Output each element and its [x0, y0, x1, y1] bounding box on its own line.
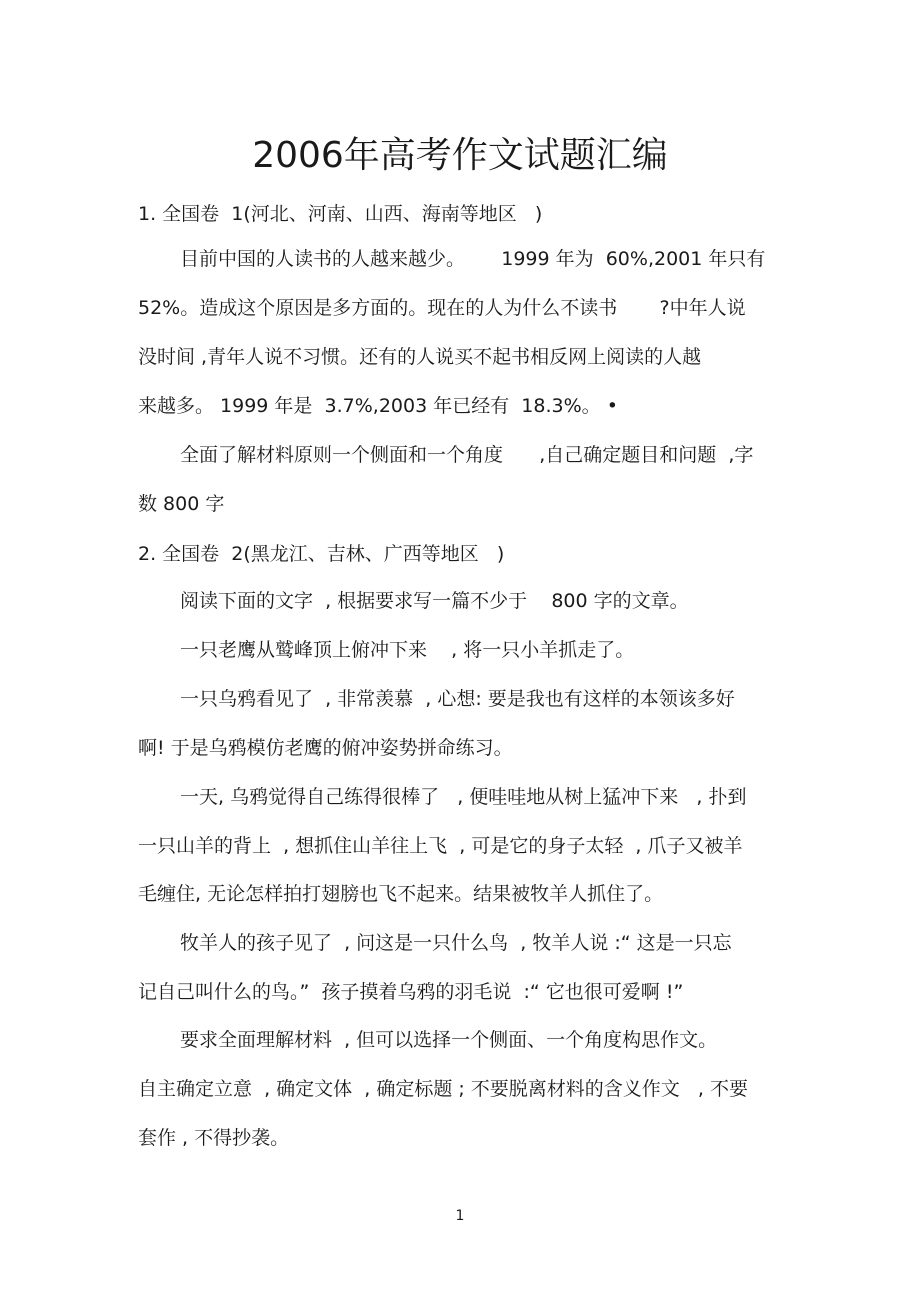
paragraph-line: 目前中国的人读书的人越来越少。 1999 年为 60%,2001 年只有 [180, 248, 766, 270]
paragraph-line: 52%。造成这个原因是多方面的。现在的人为什么不读书 ?中年人说 [138, 297, 746, 319]
paragraph-line: 一只老鹰从鹫峰顶上俯冲下来 , 将一只小羊抓走了。 [180, 639, 635, 661]
page-number: 1 [455, 1208, 465, 1224]
paragraph-line: 来越多。 1999 年是 3.7%,2003 年已经有 18.3%。 • [138, 395, 618, 417]
paragraph-line: 要求全面理解材料 , 但可以选择一个侧面、一个角度构思作文。 [180, 1029, 718, 1051]
paragraph-line: 记自己叫什么的鸟。” 孩子摸着乌鸦的羽毛说 :“ 它也很可爱啊 !” [138, 981, 684, 1003]
paragraph-line: 数 800 字 [138, 493, 225, 515]
section-1-heading: 1. 全国卷 1(河北、河南、山西、海南等地区 ) [138, 203, 543, 225]
paragraph-line: 啊! 于是乌鸦模仿老鹰的俯冲姿势拼命练习。 [138, 737, 513, 759]
paragraph-line: 一只山羊的背上 , 想抓住山羊往上飞 , 可是它的身子太轻 , 爪子又被羊 [138, 835, 743, 857]
section-2-heading: 2. 全国卷 2(黑龙江、吉林、广西等地区 ) [138, 543, 505, 565]
paragraph-line: 没时间 ,青年人说不习惯。还有的人说买不起书相反网上阅读的人越 [138, 346, 702, 368]
paragraph-line: 阅读下面的文字 , 根据要求写一篇不少于 800 字的文章。 [180, 590, 689, 612]
paragraph-line: 一天, 乌鸦觉得自己练得很棒了 , 便哇哇地从树上猛冲下来 , 扑到 [180, 786, 747, 808]
paragraph-line: 套作 , 不得抄袭。 [138, 1127, 290, 1149]
paragraph-line: 毛缠住, 无论怎样拍打翅膀也飞不起来。结果被牧羊人抓住了。 [138, 883, 664, 905]
document-title: 2006年高考作文试题汇编 [252, 135, 668, 176]
paragraph-line: 一只乌鸦看见了 , 非常羡慕 , 心想: 要是我也有这样的本领该多好 [180, 688, 735, 710]
paragraph-line: 牧羊人的孩子见了 , 问这是一只什么鸟 , 牧羊人说 :“ 这是一只忘 [180, 932, 732, 954]
paragraph-line: 全面了解材料原则一个侧面和一个角度 ,自己确定题目和问题 ,字 [180, 444, 754, 466]
paragraph-line: 自主确定立意 , 确定文体 , 确定标题 ; 不要脱离材料的含义作文 , 不要 [138, 1078, 748, 1100]
